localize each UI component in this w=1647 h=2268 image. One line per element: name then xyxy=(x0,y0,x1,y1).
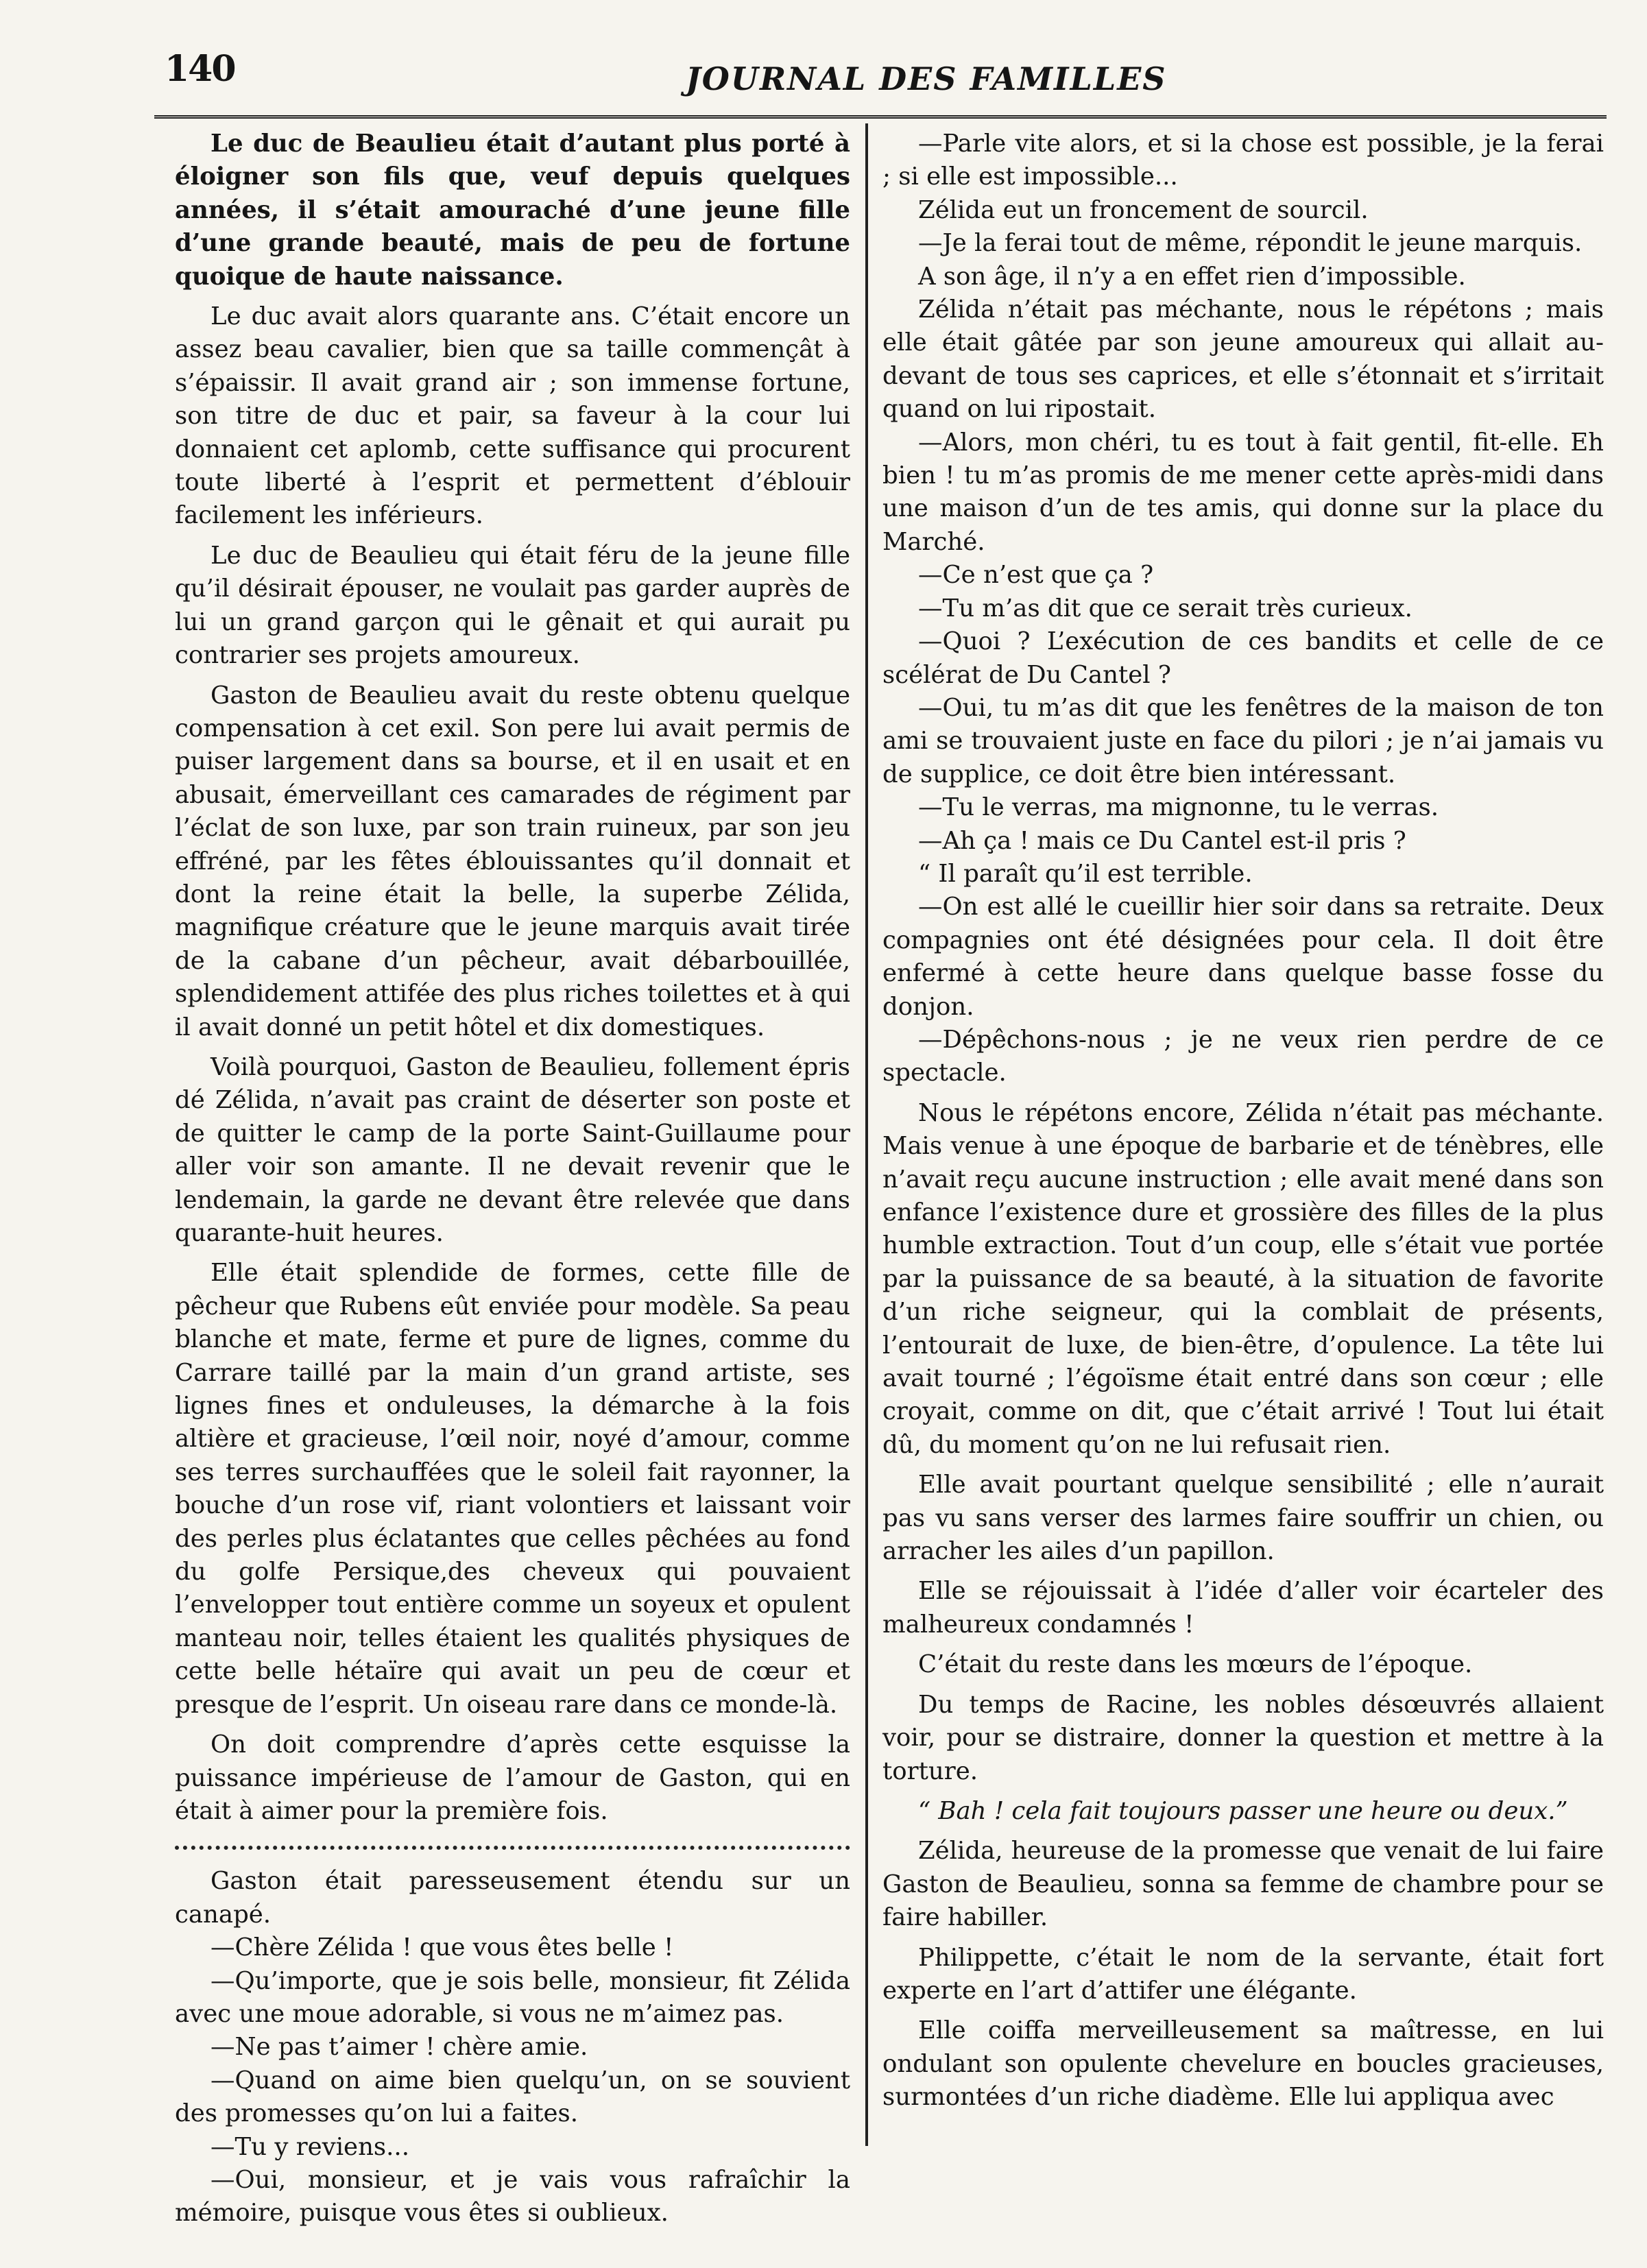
paragraph: Elle était splendide de formes, cette fille de pêcheur que Rubens eût enviée pour modèle. Sa peau blanche et mate, ferme et pure de lignes, comme du Carrare taillé par la main d’un grand artiste, ses lignes fines et onduleuses, la démarche à la fois altière et gracieuse, l’œil noir, noyé d’amour, comme ses terres surchauffées que le soleil fait rayonner, la bouche d’un rose vif, riant volontiers et laissant voir des perles plus éclatantes que celles pêchées au fond du golfe Persique,des cheveux qui pouvaient l’envelopper tout entière comme un soyeux et opulent manteau noir, telles étaient les qualités physiques de cette belle hétaïre qui avait un peu de cœur et presque de l’esprit. Un oiseau rare dans ce monde-là. xyxy=(175,1259,850,1719)
header-rule xyxy=(154,115,1607,119)
paragraph: Zélida n’était pas méchante, nous le répétons ; mais elle était gâtée par son jeune amoureux qui allait au-devant de tous ses caprices, et elle s’étonnait et s’irritait quand on lui ripostait. xyxy=(882,295,1604,424)
quotation: “ Bah ! cela fait toujours passer une heure ou deux.” xyxy=(918,1796,1568,1825)
dialogue-line: —Je la ferai tout de même, répondit le jeune marquis. xyxy=(918,229,1583,258)
page-number: 140 xyxy=(165,48,235,90)
paragraph: Gaston de Beaulieu avait du reste obtenu quelque compensation à cet exil. Son pere lui avait permis de puiser largement dans sa bourse, et il en usait et en abusait, émerveillant ces camarades de régiment par l’éclat de son luxe, par son train ruineux, par son jeu effréné, par les fêtes éblouissantes qu’il donnait et dont la reine était la belle, la superbe Zélida, magnifique créature que le jeune marquis avait tirée de la cabane d’un pêcheur, avait débarbouillée, splendidement attifée des plus riches toilettes et à qui il avait donné un petit hôtel et dix domestiques. xyxy=(175,681,850,1041)
dialogue-line: —Quoi ? L’exécution de ces bandits et celle de ce scélérat de Du Cantel ? xyxy=(882,627,1604,689)
dialogue-line: —Tu y reviens... xyxy=(211,2132,409,2161)
paragraph: Voilà pourquoi, Gaston de Beaulieu, follement épris dé Zélida, n’avait pas craint de déserter son poste et de quitter le camp de la porte Saint-Guillaume pour aller voir son amante. Il ne devait revenir que le lendemain, la garde ne devant être relevée que dans quarante-huit heures. xyxy=(175,1052,850,1247)
paragraph: Zélida eut un froncement de sourcil. xyxy=(918,195,1369,224)
dialogue-line: —Ah ça ! mais ce Du Cantel est-il pris ? xyxy=(918,826,1406,855)
dialogue-line: —Ne pas t’aimer ! chère amie. xyxy=(211,2033,588,2062)
paragraph: C’était du reste dans les mœurs de l’époque. xyxy=(918,1650,1473,1679)
dialogue-line: —Ce n’est que ça ? xyxy=(918,561,1154,590)
dialogue-line: —Quand on aime bien quelqu’un, on se souvient des promesses qu’on lui a faites. xyxy=(175,2066,850,2128)
paragraph: Le duc de Beaulieu qui était féru de la jeune fille qu’il désirait épouser, ne voulait pas garder auprès de lui un grand garçon qui le gênait et qui aurait pu contrarier ses projets amoureux. xyxy=(175,541,850,670)
paragraph: Nous le répétons encore, Zélida n’était pas méchante. Mais venue à une époque de barbarie et de ténèbres, elle n’avait reçu aucune instruction ; elle avait mené dans son enfance l’existence dure et grossière des filles de la plus humble extraction. Tout d’un coup, elle s’était vue portée par la puissance de sa beauté, à la situation de favorite d’un riche seigneur, qui la comblait de présents, l’entourait de luxe, de bien-être, d’opulence. La tête lui avait tourné ; l’égoïsme était entré dans son cœur ; elle croyait, comme on dit, que c’était arrivé ! Tout lui était dû, du moment qu’on ne lui refusait rien. xyxy=(882,1098,1604,1459)
dialogue-line: —Tu le verras, ma mignonne, tu le verras. xyxy=(918,793,1439,822)
paragraph: Elle coiffa merveilleusement sa maîtresse, en lui ondulant son opulente chevelure en boucles gracieuses, surmontées d’un riche diadème. Elle lui appliqua avec xyxy=(882,2016,1604,2112)
dialogue-line: —Dépêchons-nous ; je ne veux rien perdre de ce spectacle. xyxy=(882,1025,1604,1087)
dialogue-line: —Oui, tu m’as dit que les fenêtres de la maison de ton ami se trouvaient juste en face du pilori ; je n’ai jamais vu de supplice, ce doit être bien intéressant. xyxy=(882,693,1604,788)
right-column xyxy=(882,128,1604,2121)
paragraph: Le duc de Beaulieu était d’autant plus porté à éloigner son fils que, veuf depuis quelques années, il s’était amouraché d’une jeune fille d’une grande beauté, mais de peu de fortune quoique de haute naissance. xyxy=(175,130,850,291)
paragraph: On doit comprendre d’après cette esquisse la puissance impérieuse de l’amour de Gaston, qui en était à aimer pour la première fois. xyxy=(175,1730,850,1825)
dialogue-line: —Tu m’as dit que ce serait très curieux. xyxy=(918,594,1412,623)
dialogue-line: —Alors, mon chéri, tu es tout à fait gentil, fit-elle. Eh bien ! tu m’as promis de me mener cette après-midi dans une maison d’un de tes amis, qui donne sur la place du Marché. xyxy=(882,428,1604,556)
paragraph: Gaston était paresseusement étendu sur un canapé. xyxy=(175,1867,850,1929)
running-title: JOURNAL DES FAMILLES xyxy=(686,60,1167,97)
paragraph: Du temps de Racine, les nobles désœuvrés allaient voir, pour se distraire, donner la question et mettre à la torture. xyxy=(882,1690,1604,1785)
dialogue-line: —Oui, monsieur, et je vais vous rafraîchir la mémoire, puisque vous êtes si oublieux. xyxy=(175,2165,850,2228)
dialogue-line: “ Il paraît qu’il est terrible. xyxy=(918,859,1253,888)
paragraph: Zélida, heureuse de la promesse que venait de lui faire Gaston de Beaulieu, sonna sa femme de chambre pour se faire habiller. xyxy=(882,1837,1604,1932)
paragraph: Le duc avait alors quarante ans. C’était encore un assez beau cavalier, bien que sa taille commençât à s’épaissir. Il avait grand air ; son immense fortune, son titre de duc et pair, sa faveur à la cour lui donnaient cet aplomb, cette suffisance qui procurent toute liberté à l’esprit et permettent d’éblouir facilement les inférieurs. xyxy=(175,302,850,530)
paragraph: A son âge, il n’y a en effet rien d’impossible. xyxy=(918,262,1466,291)
left-column xyxy=(175,128,850,2230)
column-rule xyxy=(865,123,868,2146)
dialogue-line: —Chère Zélida ! que vous êtes belle ! xyxy=(211,1933,674,1962)
dialogue-line: —Parle vite alors, et si la chose est possible, je la ferai ; si elle est impossible... xyxy=(882,130,1604,191)
section-break xyxy=(175,1846,850,1850)
dialogue-line: —Qu’importe, que je sois belle, monsieur, fit Zélida avec une moue adorable, si vous ne m’aimez pas. xyxy=(175,1966,850,2028)
paragraph: Elle avait pourtant quelque sensibilité ; elle n’aurait pas vu sans verser des larmes faire souffrir un chien, ou arracher les ailes d’un papillon. xyxy=(882,1471,1604,1566)
dialogue-line: —On est allé le cueillir hier soir dans sa retraite. Deux compagnies ont été désignées pour cela. Il doit être enfermé à cette heure dans quelque basse fosse du donjon. xyxy=(882,893,1604,1021)
paragraph: Elle se réjouissait à l’idée d’aller voir écarteler des malheureux condamnés ! xyxy=(882,1577,1604,1639)
paragraph: Philippette, c’était le nom de la servante, était fort experte en l’art d’attifer une élégante. xyxy=(882,1943,1604,2005)
